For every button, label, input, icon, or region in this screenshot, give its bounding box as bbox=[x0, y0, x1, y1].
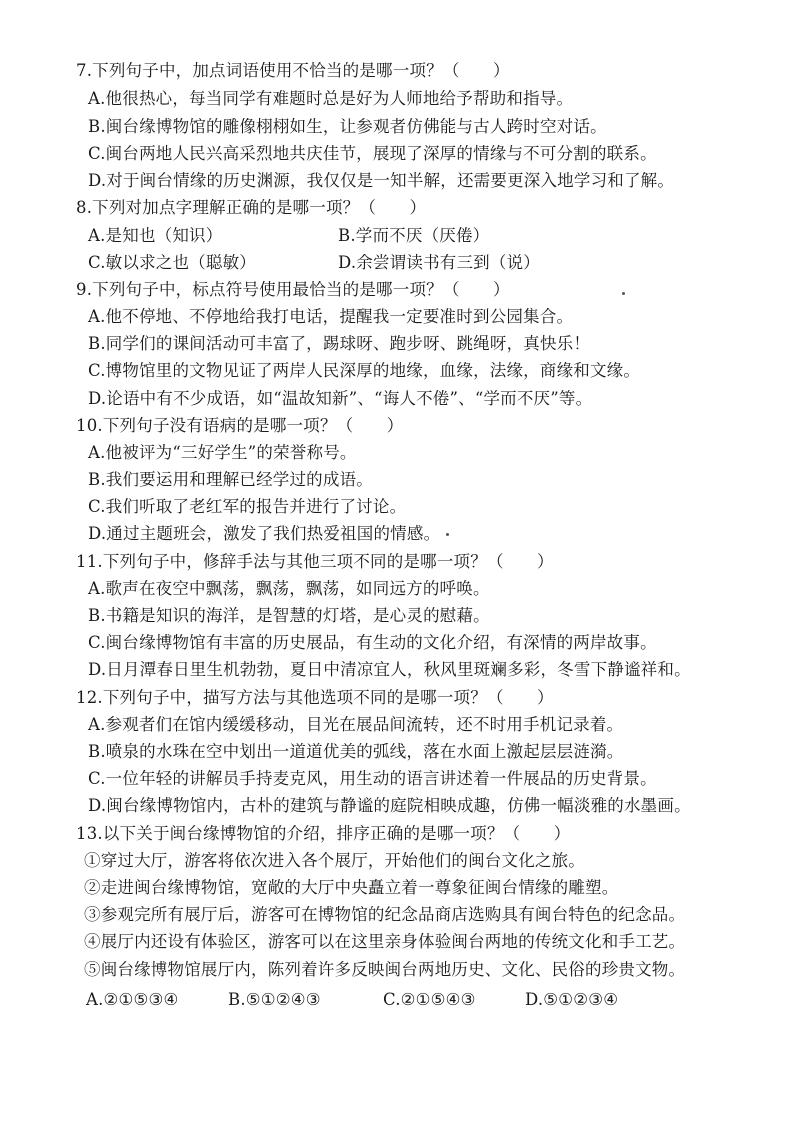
question-10-stem: 10.下列句子没有语病的是哪一项？（ ） bbox=[76, 416, 404, 435]
question-12-option-c: C.一位年轻的讲解员手持麦克风，用生动的语言讲述着一件展品的历史背景。 bbox=[88, 769, 657, 788]
question-8-stem: 8.下列对加点字理解正确的是哪一项？（ ） bbox=[76, 198, 427, 217]
question-9-option-a: A.他不停地、不停地给我打电话，提醒我一定要准时到公园集合。 bbox=[88, 307, 574, 326]
question-13-item-2: ②走进闽台缘博物馆，宽敞的大厅中央矗立着一尊象征闽台情缘的雕塑。 bbox=[84, 878, 619, 897]
question-10-option-d: D.通过主题班会，激发了我们热爱祖国的情感。 bbox=[88, 524, 441, 543]
question-9-option-b: B.同学们的课间活动可丰富了，踢球呀、跑步呀、跳绳呀，真快乐！ bbox=[88, 334, 591, 353]
question-13-item-5: ⑤闽台缘博物馆展厅内，陈列着许多反映闽台两地历史、文化、民俗的珍贵文物。 bbox=[84, 960, 686, 979]
question-7-option-c: C.闽台两地人民兴高采烈地共庆佳节，展现了深厚的情缘与不可分割的联系。 bbox=[88, 144, 657, 163]
question-13-option-d: D.⑤①②③④ bbox=[525, 990, 619, 1009]
question-8-option-d: D.余尝谓读书有三到（说） bbox=[338, 253, 540, 272]
question-7-option-a: A.他很热心，每当同学有难题时总是好为人师地给予帮助和指导。 bbox=[88, 89, 574, 108]
question-7-stem: 7.下列句子中，加点词语使用不恰当的是哪一项？（ ） bbox=[76, 61, 510, 80]
question-13-stem: 13.以下关于闽台缘博物馆的介绍，排序正确的是哪一项？（ ） bbox=[76, 824, 571, 843]
question-8-option-a: A.是知也（知识） bbox=[88, 226, 223, 245]
question-7-option-b: B.闽台缘博物馆的雕像栩栩如生，让参观者仿佛能与古人跨时空对话。 bbox=[88, 117, 607, 136]
question-13-option-c: C.②①⑤④③ bbox=[383, 990, 476, 1009]
question-11-option-d: D.日月潭春日里生机勃勃，夏日中清凉宜人，秋风里斑斓多彩，冬雪下静谧祥和。 bbox=[88, 660, 691, 679]
question-9-stem: 9.下列句子中，标点符号使用最恰当的是哪一项？（ ） bbox=[76, 280, 510, 299]
question-10-option-c: C.我们听取了老红军的报告并进行了讨论。 bbox=[88, 497, 407, 516]
question-9-option-d: D.论语中有不少成语，如“温故知新”、“诲人不倦”、“学而不厌”等。 bbox=[88, 389, 593, 408]
question-11-option-c: C.闽台缘博物馆有丰富的历史展品，有生动的文化介绍，有深情的两岸故事。 bbox=[88, 633, 657, 652]
scan-speck bbox=[446, 533, 449, 536]
question-12-stem: 12.下列句子中，描写方法与其他选项不同的是哪一项？（ ） bbox=[76, 688, 554, 707]
question-12-option-d: D.闽台缘博物馆内，古朴的建筑与静谧的庭院相映成趣，仿佛一幅淡雅的水墨画。 bbox=[88, 796, 691, 815]
question-12-option-a: A.参观者们在馆内缓缓移动，目光在展品间流转，还不时用手机记录着。 bbox=[88, 715, 624, 734]
question-9-option-c: C.博物馆里的文物见证了两岸人民深厚的地缘，血缘，法缘，商缘和文缘。 bbox=[88, 361, 641, 380]
question-12-option-b: B.喷泉的水珠在空中划出一道道优美的弧线，落在水面上激起层层涟漪。 bbox=[88, 742, 624, 761]
question-10-option-b: B.我们要运用和理解已经学过的成语。 bbox=[88, 470, 373, 489]
question-10-option-a: A.他被评为“三好学生”的荣誉称号。 bbox=[88, 443, 357, 462]
question-11-option-b: B.书籍是知识的海洋，是智慧的灯塔，是心灵的慰藉。 bbox=[88, 606, 490, 625]
question-13-option-b: B.⑤①②④③ bbox=[228, 990, 321, 1009]
question-8-option-b: B.学而不厌（厌倦） bbox=[338, 226, 490, 245]
question-13-item-3: ③参观完所有展厅后，游客可在博物馆的纪念品商店选购具有闽台特色的纪念品。 bbox=[84, 905, 686, 924]
question-11-option-a: A.歌声在夜空中飘荡，飘荡，飘荡，如同远方的呼唤。 bbox=[88, 579, 490, 598]
question-8-option-c: C.敏以求之也（聪敏） bbox=[88, 253, 256, 272]
question-11-stem: 11.下列句子中，修辞手法与其他三项不同的是哪一项？（ ） bbox=[76, 552, 554, 571]
question-13-item-1: ①穿过大厅，游客将依次进入各个展厅，开始他们的闽台文化之旅。 bbox=[84, 851, 585, 870]
question-7-option-d: D.对于闽台情缘的历史渊源，我仅仅是一知半解，还需要更深入地学习和了解。 bbox=[88, 171, 675, 190]
scan-speck bbox=[622, 292, 625, 295]
question-13-option-a: A.②①⑤③④ bbox=[86, 990, 179, 1009]
question-13-item-4: ④展厅内还设有体验区，游客可以在这里亲身体验闽台两地的传统文化和手工艺。 bbox=[84, 932, 686, 951]
